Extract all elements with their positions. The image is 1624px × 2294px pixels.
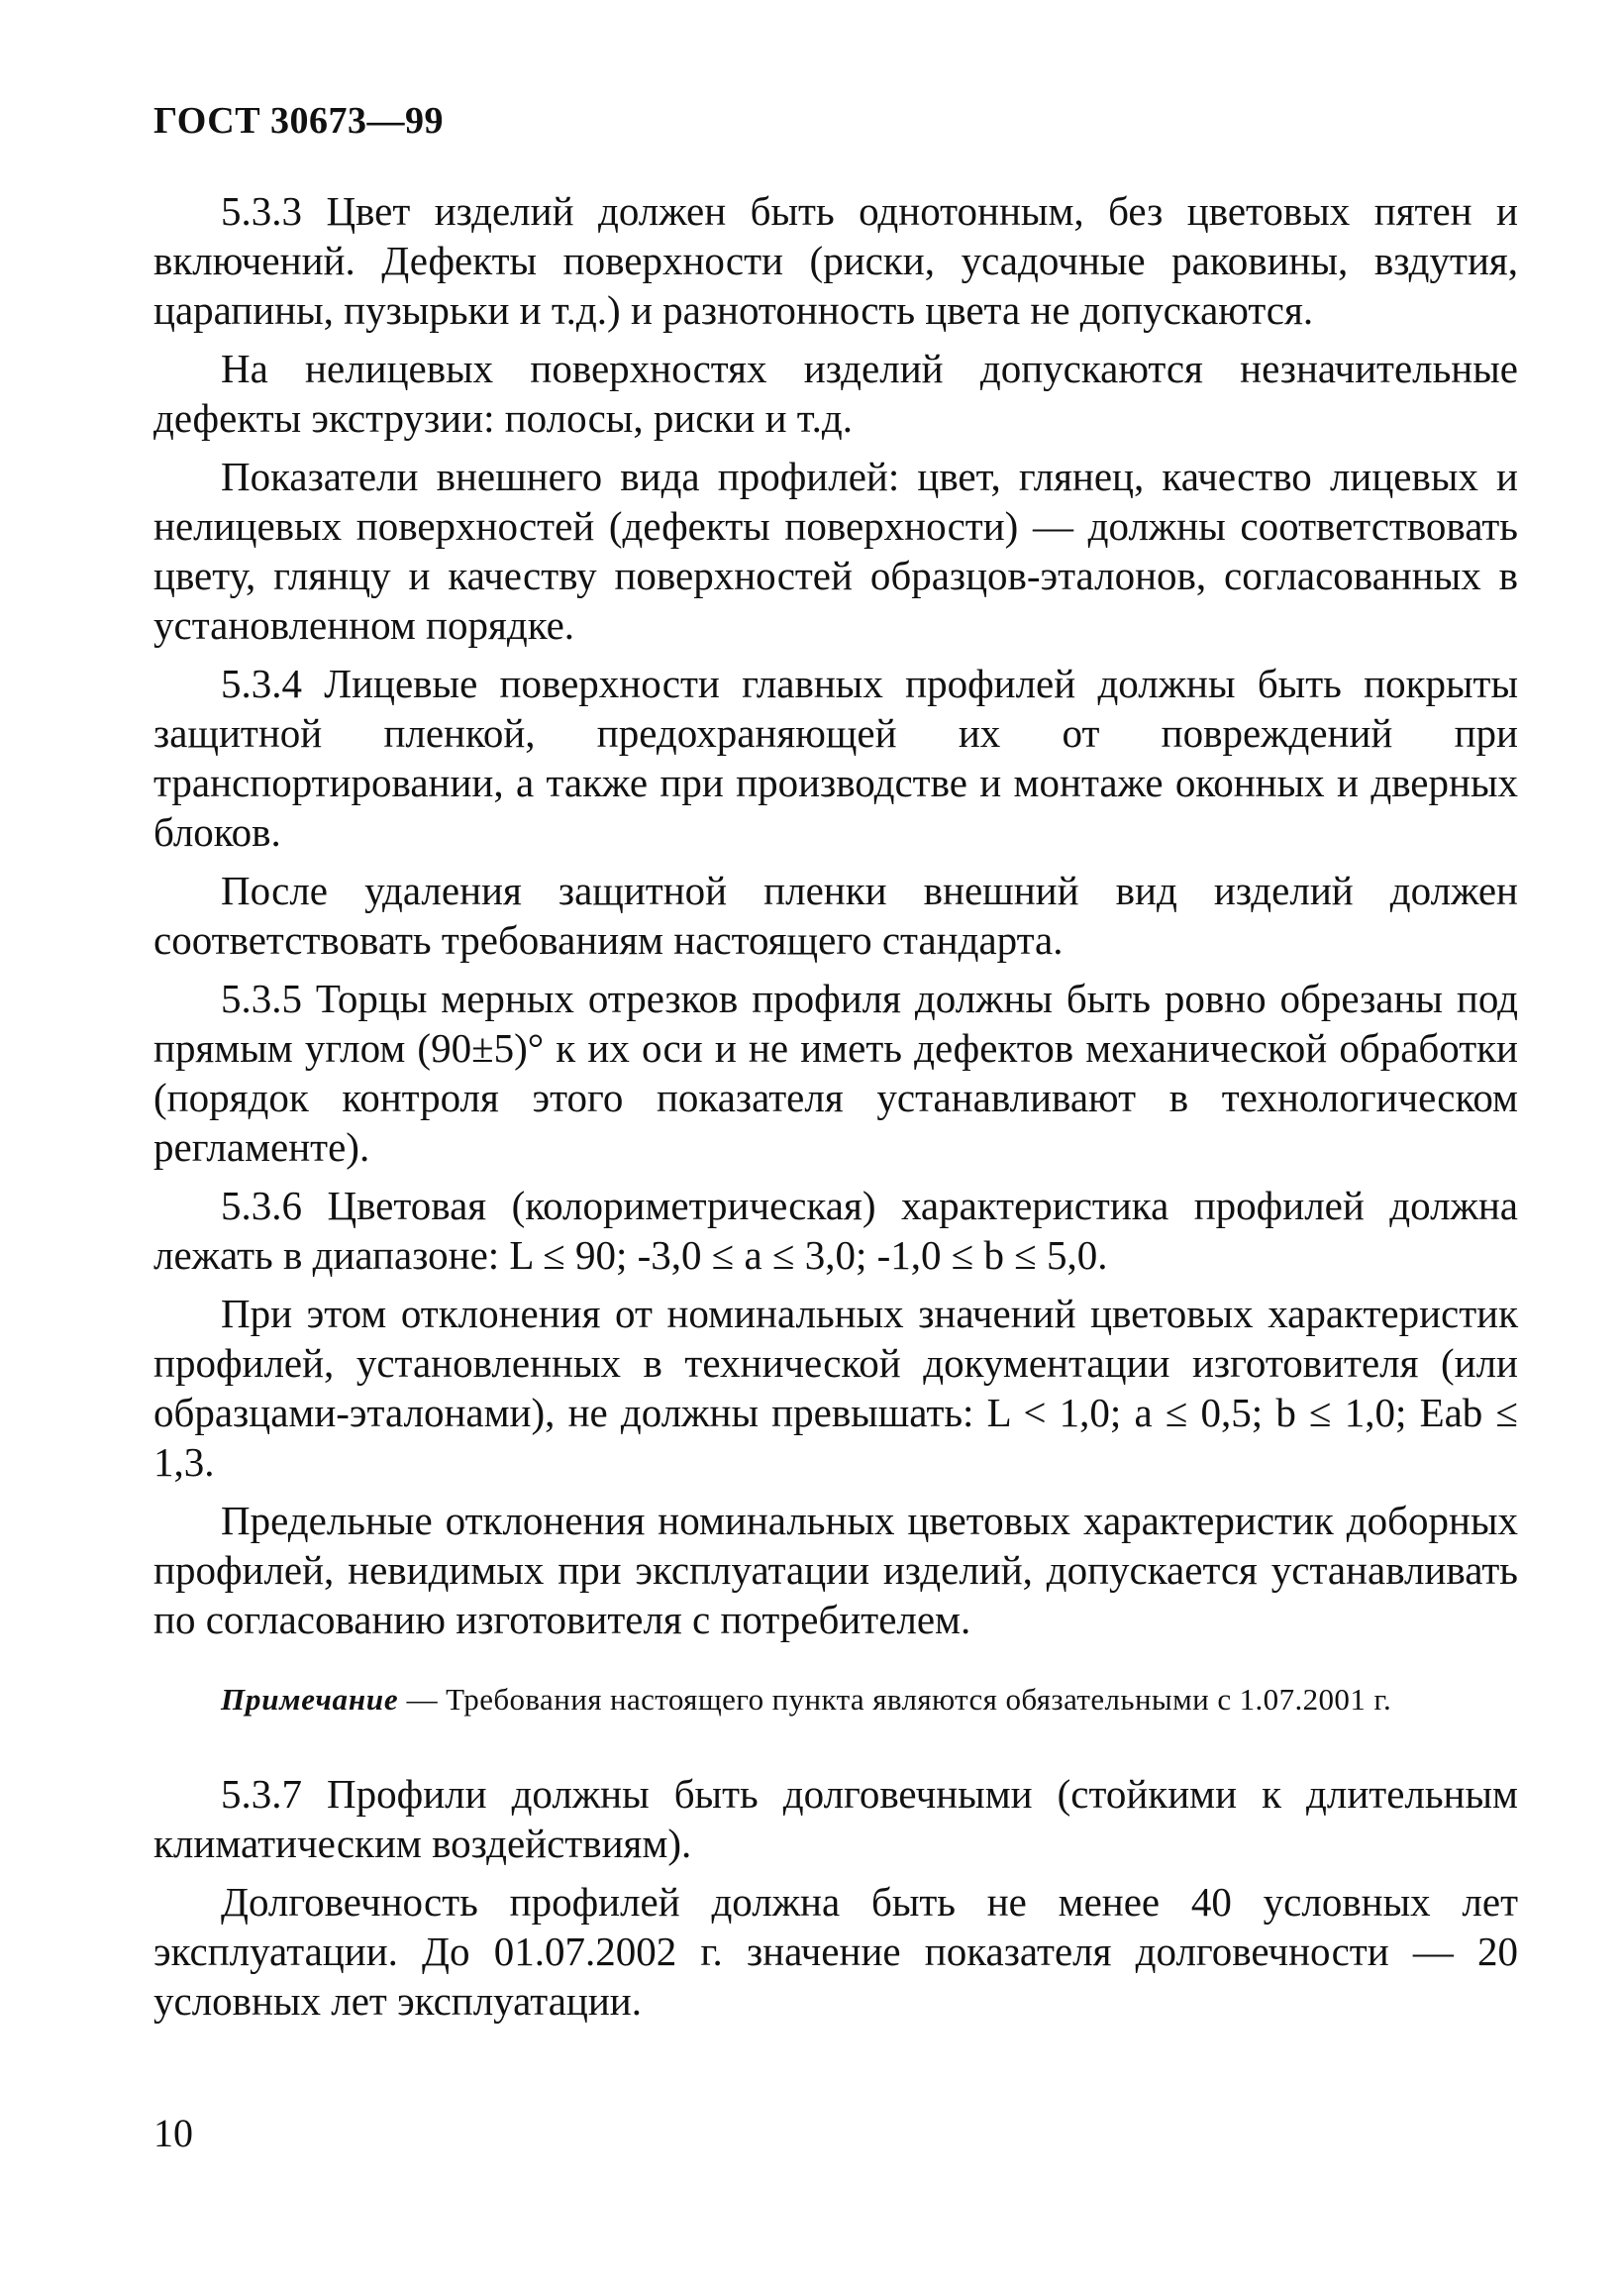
paragraph-color-deviations: При этом отклонения от номинальных значений цветовых характеристик профилей, установленных в технической документации изготовителя (или образцами-эталонами), не должны превышать: L < 1,0; a ≤ 0,5; b ≤ 1,0; Eab ≤ 1,3. [153,1291,1518,1485]
page-number: 10 [153,2111,193,2155]
page-body [153,186,1518,2034]
paragraph-5-3-4: 5.3.4 Лицевые поверхности главных профилей должны быть покрыты защитной пленкой, предохраняющей их от повреждений при транспортировании, а также при производстве и монтаже оконных и дверных блоков. [153,661,1518,855]
paragraph-film-removal: После удаления защитной пленки внешний вид изделий должен соответствовать требованиям настоящего стандарта. [153,868,1518,963]
note-block [153,1680,1518,1720]
note-text: — Требования настоящего пункта являются обязательными с 1.07.2001 г. [398,1682,1392,1717]
paragraph-5-3-6: 5.3.6 Цветовая (колориметрическая) характеристика профилей должна лежать в диапазоне: L ≤ 90; -3,0 ≤ a ≤ 3,0; -1,0 ≤ b ≤ 5,0. [153,1183,1518,1278]
page-header-standard-number: ГОСТ 30673—99 [153,100,445,142]
paragraph-appearance-indicators: Показатели внешнего вида профилей: цвет, глянец, качество лицевых и нелицевых поверхностей (дефекты поверхности) — должны соответствовать цвету, глянцу и качеству поверхностей образцов-эталонов, согласованных в установленном порядке. [153,454,1518,648]
note-label: Примечание [221,1682,399,1717]
paragraph-extra-profiles: Предельные отклонения номинальных цветовых характеристик доборных профилей, невидимых при эксплуатации изделий, допускается устанавливать по согласованию изготовителя с потребителем. [153,1498,1518,1642]
paragraph-5-3-7: 5.3.7 Профили должны быть долговечными (стойкими к длительным климатическим воздействиям). [153,1771,1518,1866]
paragraph-5-3-3: 5.3.3 Цвет изделий должен быть однотонным, без цветовых пятен и включений. Дефекты поверхности (риски, усадочные раковины, вздутия, царапины, пузырьки и т.д.) и разнотонность цвета не допускаются. [153,188,1518,333]
paragraph-durability: Долговечность профилей должна быть не менее 40 условных лет эксплуатации. До 01.07.2002 г. значение показателя долговечности — 20 условных лет эксплуатации. [153,1879,1518,2024]
paragraph-non-face-defects: На нелицевых поверхностях изделий допускаются незначительные дефекты экструзии: полосы, риски и т.д. [153,346,1518,441]
paragraph-5-3-5: 5.3.5 Торцы мерных отрезков профиля должны быть ровно обрезаны под прямым углом (90±5)° к их оси и не иметь дефектов механической обработки (порядок контроля этого показателя устанавливают в технологическом регламенте). [153,976,1518,1170]
